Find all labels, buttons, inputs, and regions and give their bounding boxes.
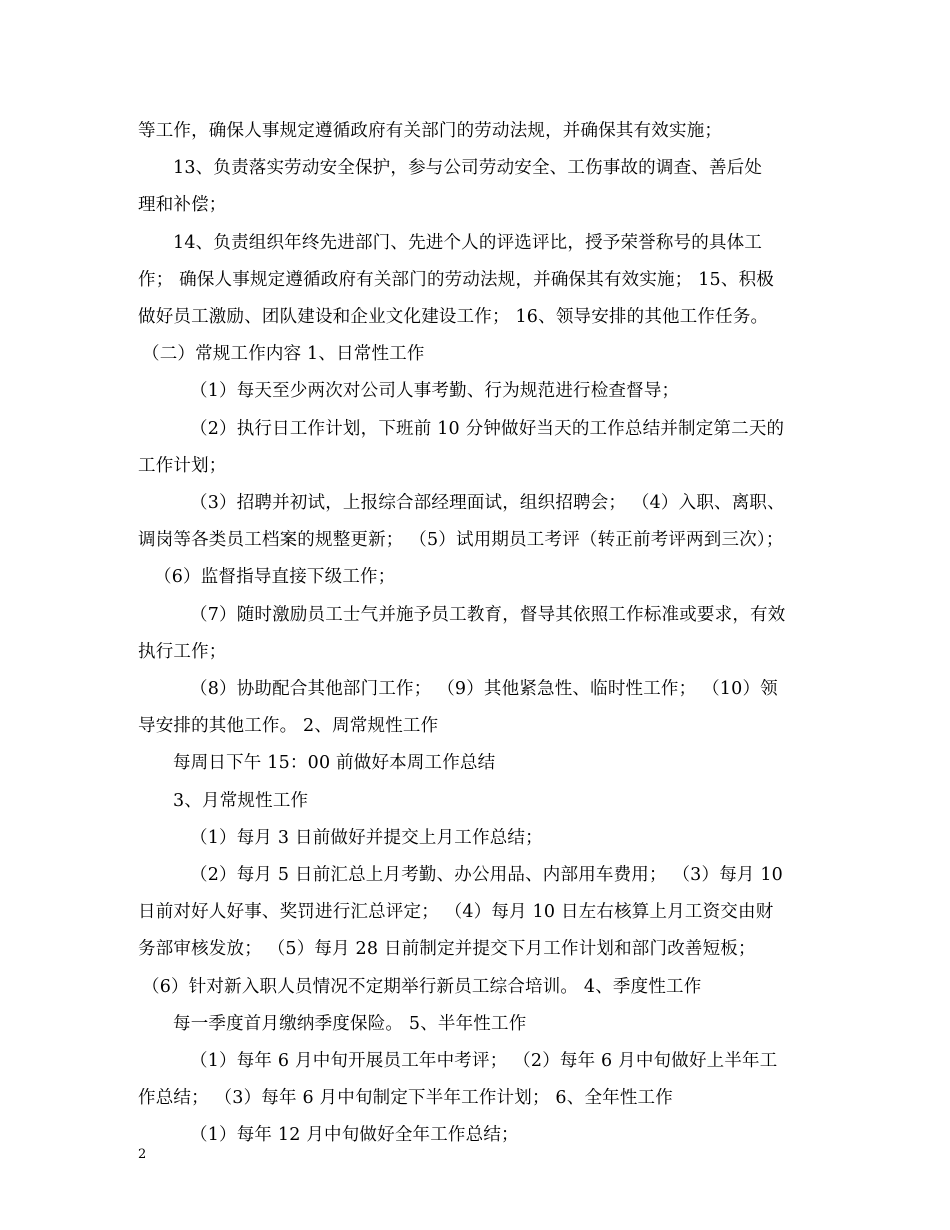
text-line: （2）每月 5 日前汇总上月考勤、办公用品、内部用车费用； （3）每月 10 <box>190 865 784 886</box>
text-line: 3、月常规性工作 <box>173 790 309 811</box>
text-line: （1）每天至少两次对公司人事考勤、行为规范进行检查督导； <box>190 381 680 402</box>
text-line: （1）每年 12 月中旬做好全年工作总结； <box>190 1125 519 1146</box>
text-line: 作； 确保人事规定遵循政府有关部门的劳动法规，并确保其有效实施； 15、积极 <box>138 269 774 290</box>
text-line: 理和补偿； <box>138 195 227 216</box>
text-line: （7）随时激励员工士气并施予员工教育，督导其依照工作标准或要求，有效 <box>190 604 786 625</box>
text-line: 日前对好人好事、奖罚进行汇总评定； （4）每月 10 日左右核算上月工资交由财 <box>138 902 774 923</box>
text-line: （8）协助配合其他部门工作； （9）其他紧急性、临时性工作； （10）领 <box>190 679 778 700</box>
text-line: 调岗等各类员工档案的规整更新； （5）试用期员工考评（转正前考评两到三次）； <box>138 530 784 551</box>
text-line: （1）每月 3 日前做好并提交上月工作总结； <box>190 827 543 848</box>
text-line: 务部审核发放； （5）每月 28 日前制定并提交下月工作计划和部门改善短板； <box>138 939 756 960</box>
page-number: 2 <box>138 1147 147 1162</box>
text-line: （6）监督指导直接下级工作； <box>154 567 396 588</box>
text-line: 执行工作； <box>138 641 227 662</box>
text-line: 每一季度首月缴纳季度保险。 5、半年性工作 <box>173 1013 527 1034</box>
text-line: 作总结； （3）每年 6 月中旬制定下半年工作计划； 6、全年性工作 <box>138 1088 673 1109</box>
document-body <box>138 113 814 1155</box>
text-line: （6）针对新入职人员情况不定期举行新员工综合培训。 4、季度性工作 <box>142 976 702 997</box>
text-line: （3）招聘并初试，上报综合部经理面试，组织招聘会； （4）入职、离职、 <box>190 493 785 514</box>
text-line: 14、负责组织年终先进部门、先进个人的评选评比，授予荣誉称号的具体工 <box>173 232 763 253</box>
text-line: 做好员工激励、团队建设和企业文化建设工作； 16、领导安排的其他工作任务。 <box>138 307 769 328</box>
text-line: （2）执行日工作计划，下班前 10 分钟做好当天的工作总结并制定第二天的 <box>190 418 785 439</box>
text-line: （1）每年 6 月中旬开展员工年中考评； （2）每年 6 月中旬做好上半年工 <box>190 1051 778 1072</box>
text-line: 每周日下午 15：00 前做好本周工作总结 <box>173 753 496 774</box>
text-line: （二）常规工作内容 1、日常性工作 <box>142 344 425 365</box>
text-line: 等工作，确保人事规定遵循政府有关部门的劳动法规，并确保其有效实施； <box>138 121 723 141</box>
text-line: 工作计划； <box>138 455 227 476</box>
text-line: 13、负责落实劳动安全保护，参与公司劳动安全、工伤事故的调查、善后处 <box>173 158 763 179</box>
text-line: 导安排的其他工作。 2、周常规性工作 <box>138 716 439 737</box>
